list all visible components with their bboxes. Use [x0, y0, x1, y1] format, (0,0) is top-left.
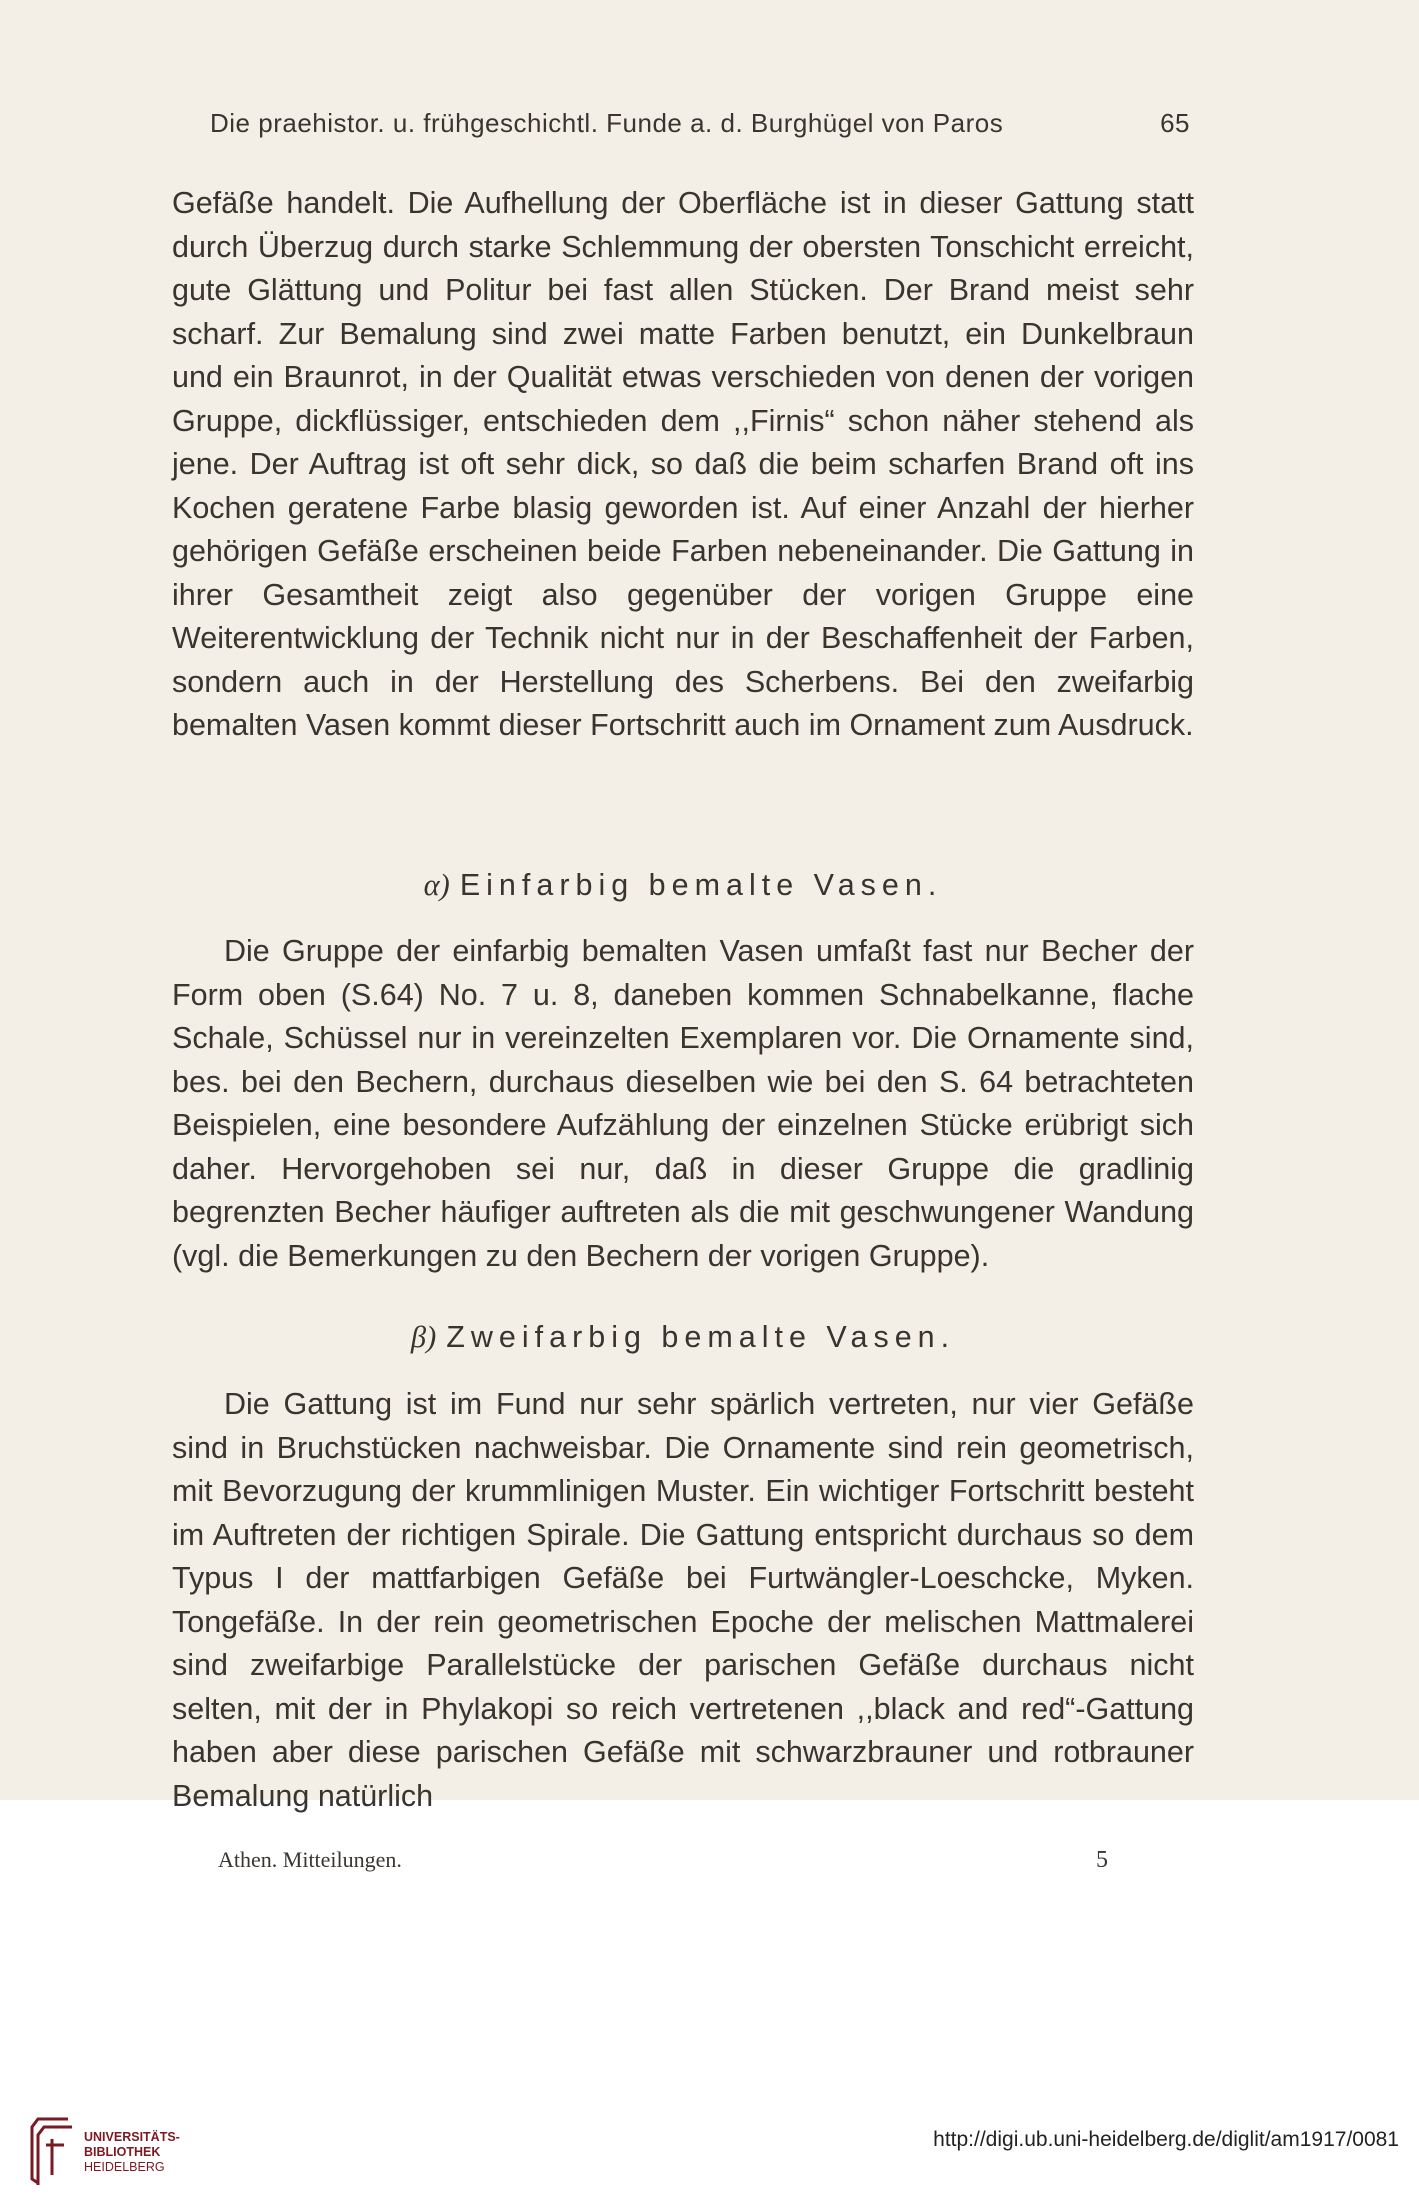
library-name-line-2: BIBLIOTHEK [84, 2145, 161, 2159]
paragraph-1: Gefäße handelt. Die Aufhellung der Oberfläche ist in dieser Gattung statt durch Überzug durch starke Schlemmung der obersten Tonschicht erreicht, gute Glättung und Politur bei fast allen Stücken. Der Brand meist sehr scharf. Zur Bemalung sind zwei matte Farben benutzt, ein Dunkelbraun und ein Braunrot, in der Qualität etwas verschieden von denen der vorigen Gruppe, dickflüssiger, entschieden dem ,,Firnis“ schon näher stehend als jene. Der Auftrag ist oft sehr dick, so daß die beim scharfen Brand oft ins Kochen geratene Farbe blasig geworden ist. Auf einer Anzahl der hierher gehörigen Gefäße erscheinen beide Farben nebeneinander. Die Gattung in ihrer Gesamtheit zeigt also gegenüber der vorigen Gruppe eine Weiterentwicklung der Technik nicht nur in der Beschaffenheit der Farben, sondern auch in der Herstellung des Scherbens. Bei den zweifarbig bemalten Vasen kommt dieser Fortschritt auch im Ornament zum Ausdruck. [172, 186, 1194, 742]
heading-alpha-label: α) [423, 868, 450, 902]
paragraph-2-block [172, 930, 1194, 1278]
journal-name: Athen. Mitteilungen. [218, 1847, 402, 1872]
library-name-line-1: UNIVERSITÄTS- [84, 2130, 180, 2144]
page-footer [218, 1847, 1118, 1873]
page-number: 65 [1160, 108, 1190, 138]
running-head-title: Die praehistor. u. frühgeschichtl. Funde a. d. Burghügel von Paros [210, 108, 1004, 138]
university-library-logo-icon [28, 2115, 76, 2187]
heading-alpha-text: Einfarbig bemalte Vasen. [459, 868, 943, 902]
section-heading-alpha [172, 868, 1194, 903]
signature-mark: 5 [1096, 1847, 1108, 1873]
library-name [84, 2130, 180, 2175]
heading-beta-text: Zweifarbig bemalte Vasen. [446, 1320, 956, 1354]
paragraph-3-block [172, 1383, 1194, 1818]
library-name-line-3: HEIDELBERG [84, 2160, 165, 2174]
paragraph-2: Die Gruppe der einfarbig bemalten Vasen umfaßt fast nur Becher der Form oben (S.64) No. 7 u. 8, daneben kommen Schnabelkanne, flache Schale, Schüssel nur in vereinzelten Exemplaren vor. Die Ornamente sind, bes. bei den Bechern, durchaus dieselben wie bei den S. 64 betrachteten Beispielen, eine besondere Aufzählung der einzelnen Stücke erübrigt sich daher. Hervorgehoben sei nur, daß in dieser Gruppe die gradlinig begrenzten Becher häufiger auftreten als die mit geschwungener Wandung (vgl. die Bemerkungen zu den Bechern der vorigen Gruppe). [172, 934, 1194, 1273]
paragraph-3: Die Gattung ist im Fund nur sehr spärlich vertreten, nur vier Gefäße sind in Bruchstücken nachweisbar. Die Ornamente sind rein geometrisch, mit Bevorzugung der krummlinigen Muster. Ein wichtiger Fortschritt besteht im Auftreten der richtigen Spirale. Die Gattung entspricht durchaus so dem Typus I der mattfarbigen Gefäße bei Furtwängler-Loeschcke, Myken. Tongefäße. In der rein geometrischen Epoche der melischen Mattmalerei sind zweifarbige Parallelstücke der parischen Gefäße durchaus nicht selten, mit der in Phylakopi so reich vertretenen ,,black and red“-Gattung haben aber diese parischen Gefäße mit schwarzbrauner und rotbrauner Bemalung natürlich [172, 1387, 1194, 1813]
paragraph-1-block [172, 182, 1194, 748]
permalink-url[interactable]: http://digi.ub.uni-heidelberg.de/diglit/am1917/0081 [933, 2128, 1399, 2151]
section-heading-beta [172, 1320, 1194, 1355]
heading-beta-label: β) [410, 1320, 437, 1354]
running-head [210, 108, 1190, 139]
